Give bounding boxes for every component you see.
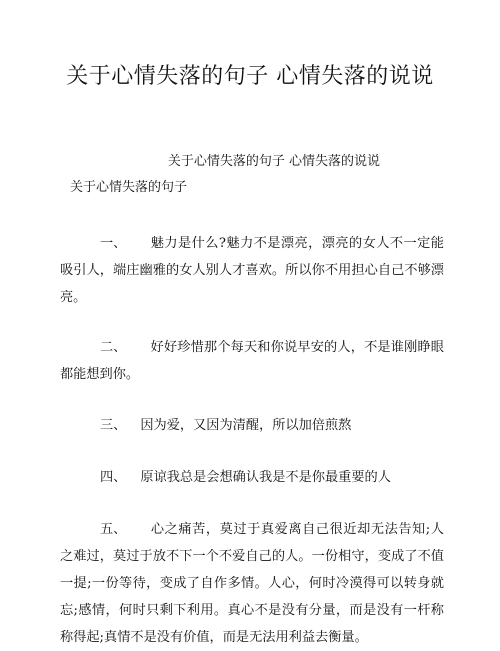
paragraph-4 <box>60 464 444 491</box>
document-subheading: 关于心情失落的句子 <box>70 180 188 195</box>
paragraph-number: 二、 <box>100 340 127 355</box>
paragraph-number: 五、 <box>100 522 127 537</box>
document-subtitle: 关于心情失落的句子 心情失落的说说 <box>167 154 381 169</box>
paragraph-1 <box>60 230 444 311</box>
paragraph-number: 四、 <box>100 470 127 485</box>
document-title: 关于心情失落的句子 心情失落的说说 <box>66 64 434 89</box>
paragraph-5 <box>60 516 444 651</box>
paragraph-text: 心之痛苦，莫过于真爱离自己很近却无法告知;人之难过，莫过于放不下一个不爱自己的人。一份相守，变成了不值一提;一份等待，变成了自作多情。人心，何时冷漠得可以转身就忘;感情，何时只剩下利用。真心不是没有分量，而是没有一杆称称得起;真情不是没有价值，而是无法用利益去衡量。 <box>60 522 444 645</box>
paragraph-text: 魅力是什么?魅力不是漂亮，漂亮的女人不一定能吸引人，端庄幽雅的女人别人才喜欢。所以你不用担心自己不够漂亮。 <box>60 236 444 305</box>
paragraph-2 <box>60 334 444 388</box>
paragraph-text: 因为爱，又因为清醒，所以加倍煎熬 <box>140 418 352 433</box>
paragraph-number: 三、 <box>100 418 127 433</box>
paragraph-3 <box>60 412 444 439</box>
paragraph-text: 原谅我总是会想确认我是不是你最重要的人 <box>140 470 391 485</box>
paragraph-text: 好好珍惜那个每天和你说早安的人，不是谁刚睁眼都能想到你。 <box>60 340 444 382</box>
paragraph-number: 一、 <box>100 236 127 251</box>
